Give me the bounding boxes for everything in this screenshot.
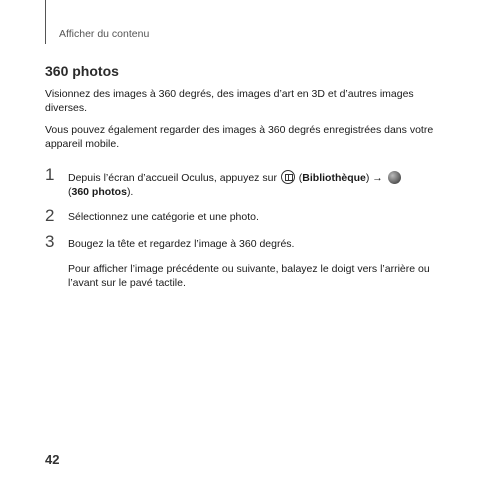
step-number-3: 3	[45, 232, 55, 251]
step-1-open-paren: (	[298, 172, 303, 184]
step-1-photos-open: (	[68, 186, 72, 198]
header-rule	[45, 0, 46, 44]
step-1-arrow: ) →	[365, 172, 383, 184]
page-title: 360 photos	[45, 63, 119, 79]
photos-label: 360 photos	[71, 186, 127, 198]
step-number-1: 1	[45, 165, 55, 184]
book-icon	[281, 170, 295, 184]
step-1-text	[68, 170, 453, 199]
sphere-photo-icon	[388, 171, 401, 184]
intro-paragraph: Visionnez des images à 360 degrés, des images d’art en 3D et d’autres images diverses.	[45, 88, 414, 114]
step-number-2: 2	[45, 206, 55, 225]
step-3-text: Bougez la tête et regardez l’image à 360 degrés.	[68, 238, 295, 250]
mobile-paragraph: Vous pouvez également regarder des images à 360 degrés enregistrées dans votre appareil mobile.	[45, 124, 434, 150]
step-1-pre: Depuis l’écran d’accueil Oculus, appuyez sur	[68, 172, 277, 184]
library-label: Bibliothèque	[302, 172, 366, 184]
step-1-photos-close: ).	[126, 186, 134, 198]
section-header: Afficher du contenu	[59, 28, 150, 40]
step-3-subtext: Pour afficher l’image précédente ou suivante, balayez le doigt vers l’arrière ou l’avant sur le pavé tactile.	[68, 263, 430, 289]
step-2-text: Sélectionnez une catégorie et une photo.	[68, 211, 259, 223]
page-number: 42	[45, 452, 60, 467]
